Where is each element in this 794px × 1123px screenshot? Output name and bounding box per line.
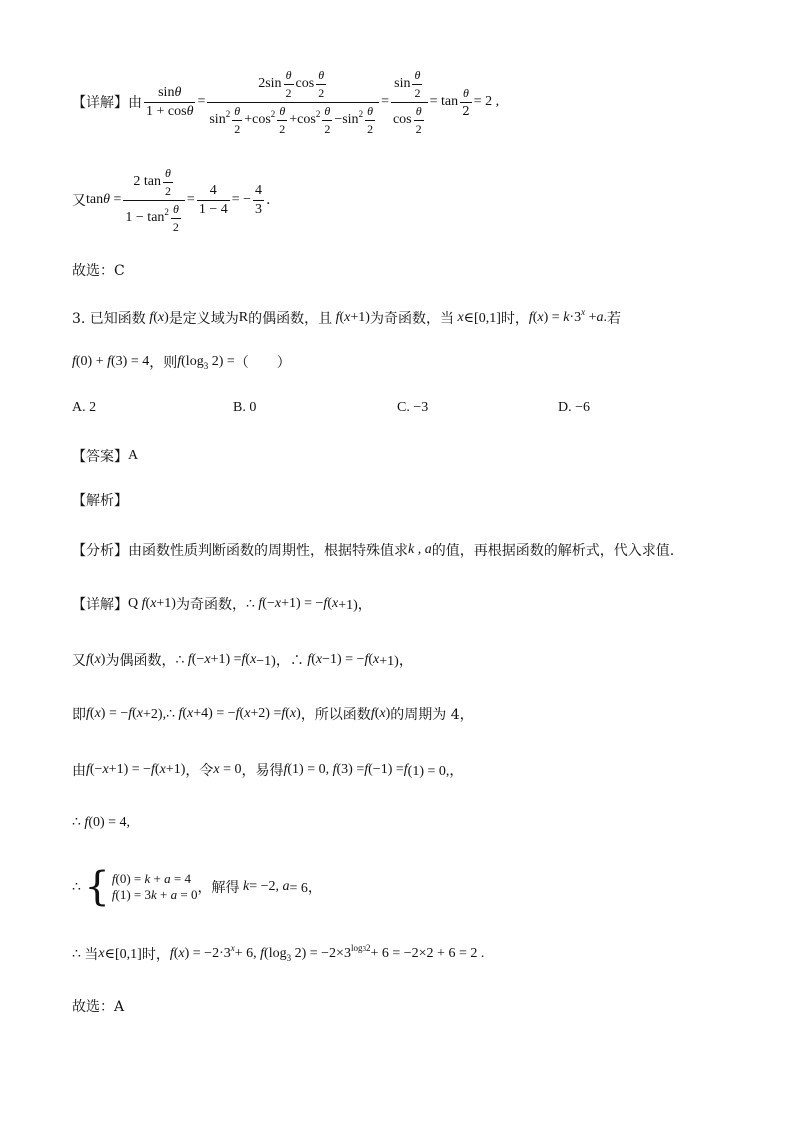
selection-2: 故选：A (72, 999, 125, 1015)
fraction-tan-double: 2 tan $\frac{\theta}{2}$ 1 − tan 2 $\frac{\theta}{2}$ (123, 166, 185, 235)
option-d[interactable]: D. −6 (558, 400, 591, 415)
option-a[interactable]: A. 2 (72, 400, 97, 415)
detail-step-2: 又 f ( x ) 为偶函数， ∴ f (− x +1) = f ( x −1)，∴ f ( x −1) = − f ( x +1)， (72, 652, 413, 669)
analysis-text: 【分析】 由函数性质判断函数的周期性，根据特殊值求 k , a 的值，再根据函数的解析式，代入求值. (72, 542, 675, 559)
detail-step-1: 【详解】 Q f ( x +1) 为奇函数， ∴ f (− x +1) = − f ( x +1)， (72, 596, 372, 613)
detail-step-3: 即 f ( x ) = − f ( x +2),∴ f ( x +4) = − f ( x +2) = f ( x ) ，所以函数 f ( x ) 的周期为 4， (72, 706, 474, 723)
detail-step-4: 由 f (− x +1) = − f ( x +1) ，令 x = 0 ，易得 f (1) = 0, f (3) = f (−1) = f (1) = 0,， (72, 762, 464, 779)
prefix-you: 又 (72, 193, 86, 209)
left-brace: { (84, 864, 110, 910)
selection-1: 故选：C (72, 263, 125, 279)
analysis-heading: 【解析】 (72, 493, 128, 509)
equation-system: f(0) = k + a = 4 f(1) = 3k + a = 0 (111, 871, 198, 902)
question-3-line-2: f (0) + f (3) = 4 ，则 f (log 3 2) = （ ） (72, 354, 291, 371)
detail-line-1: 【详解】由 sin θ 1 + cos θ = 2sin $\frac{\theta}{2}$ cos $\frac{\theta}{2}$ sin 2 $\frac{\theta}{2}$ +cos 2 $\frac{\theta}{2}$ +cos 2 $\frac{\theta}{2}$ −sin 2 $\frac{\theta}{2}$ = sin $\frac{\theta}{2}$ cos $\frac{\theta}{2}$ = tan $\frac{\theta}{2}$ = 2 , (72, 67, 500, 136)
fraction-sin-over-1pluscos: sin θ 1 + cos θ (146, 84, 194, 119)
detail-step-5: ∴ f (0) = 4, (72, 814, 131, 830)
answer: 【答案】 A (72, 448, 139, 465)
options-row (72, 400, 672, 420)
fraction-sin-over-cos-half: sin $\frac{\theta}{2}$ cos $\frac{\theta}{2}$ (391, 68, 428, 137)
detail-label: 【详解】由 (72, 95, 142, 111)
option-b[interactable]: B. 0 (233, 400, 257, 415)
detail-line-2: 又 tanθ = 2 tan $\frac{\theta}{2}$ 1 − tan 2 $\frac{\theta}{2}$ = $\frac{4}{1 - 4}$ = − $\frac{4}{3}$ . (72, 165, 271, 234)
detail-step-6-system: ∴ { f(0) = k + a = 4 f(1) = 3k + a = 0 ， 解得 k = −2, a = 6， (72, 864, 322, 910)
fraction-double-angle: 2sin $\frac{\theta}{2}$ cos $\frac{\theta}{2}$ sin 2 $\frac{\theta}{2}$ +cos 2 $\frac{\theta}{2}$ +cos 2 $\frac{\theta}{2}$ −sin 2 $\frac{\theta}{2}$ (207, 68, 379, 137)
detail-step-7: ∴ 当 x ∈[0,1] 时， f ( x ) = −2·3 x + 6, f (log 3 2) = −2×3 log32 + 6 = −2×2 + 6 = 2 . (72, 943, 485, 963)
equals-two: = 2 , (473, 94, 500, 109)
option-c[interactable]: C. −3 (397, 400, 429, 415)
question-3-line-1: 3. 已知函数 f ( x ) 是定义域为 R 的偶函数，且 f ( x +1) 为奇函数，当 x ∈[0,1] 时， f ( x ) = k ·3 x + a . 若 (72, 307, 621, 327)
